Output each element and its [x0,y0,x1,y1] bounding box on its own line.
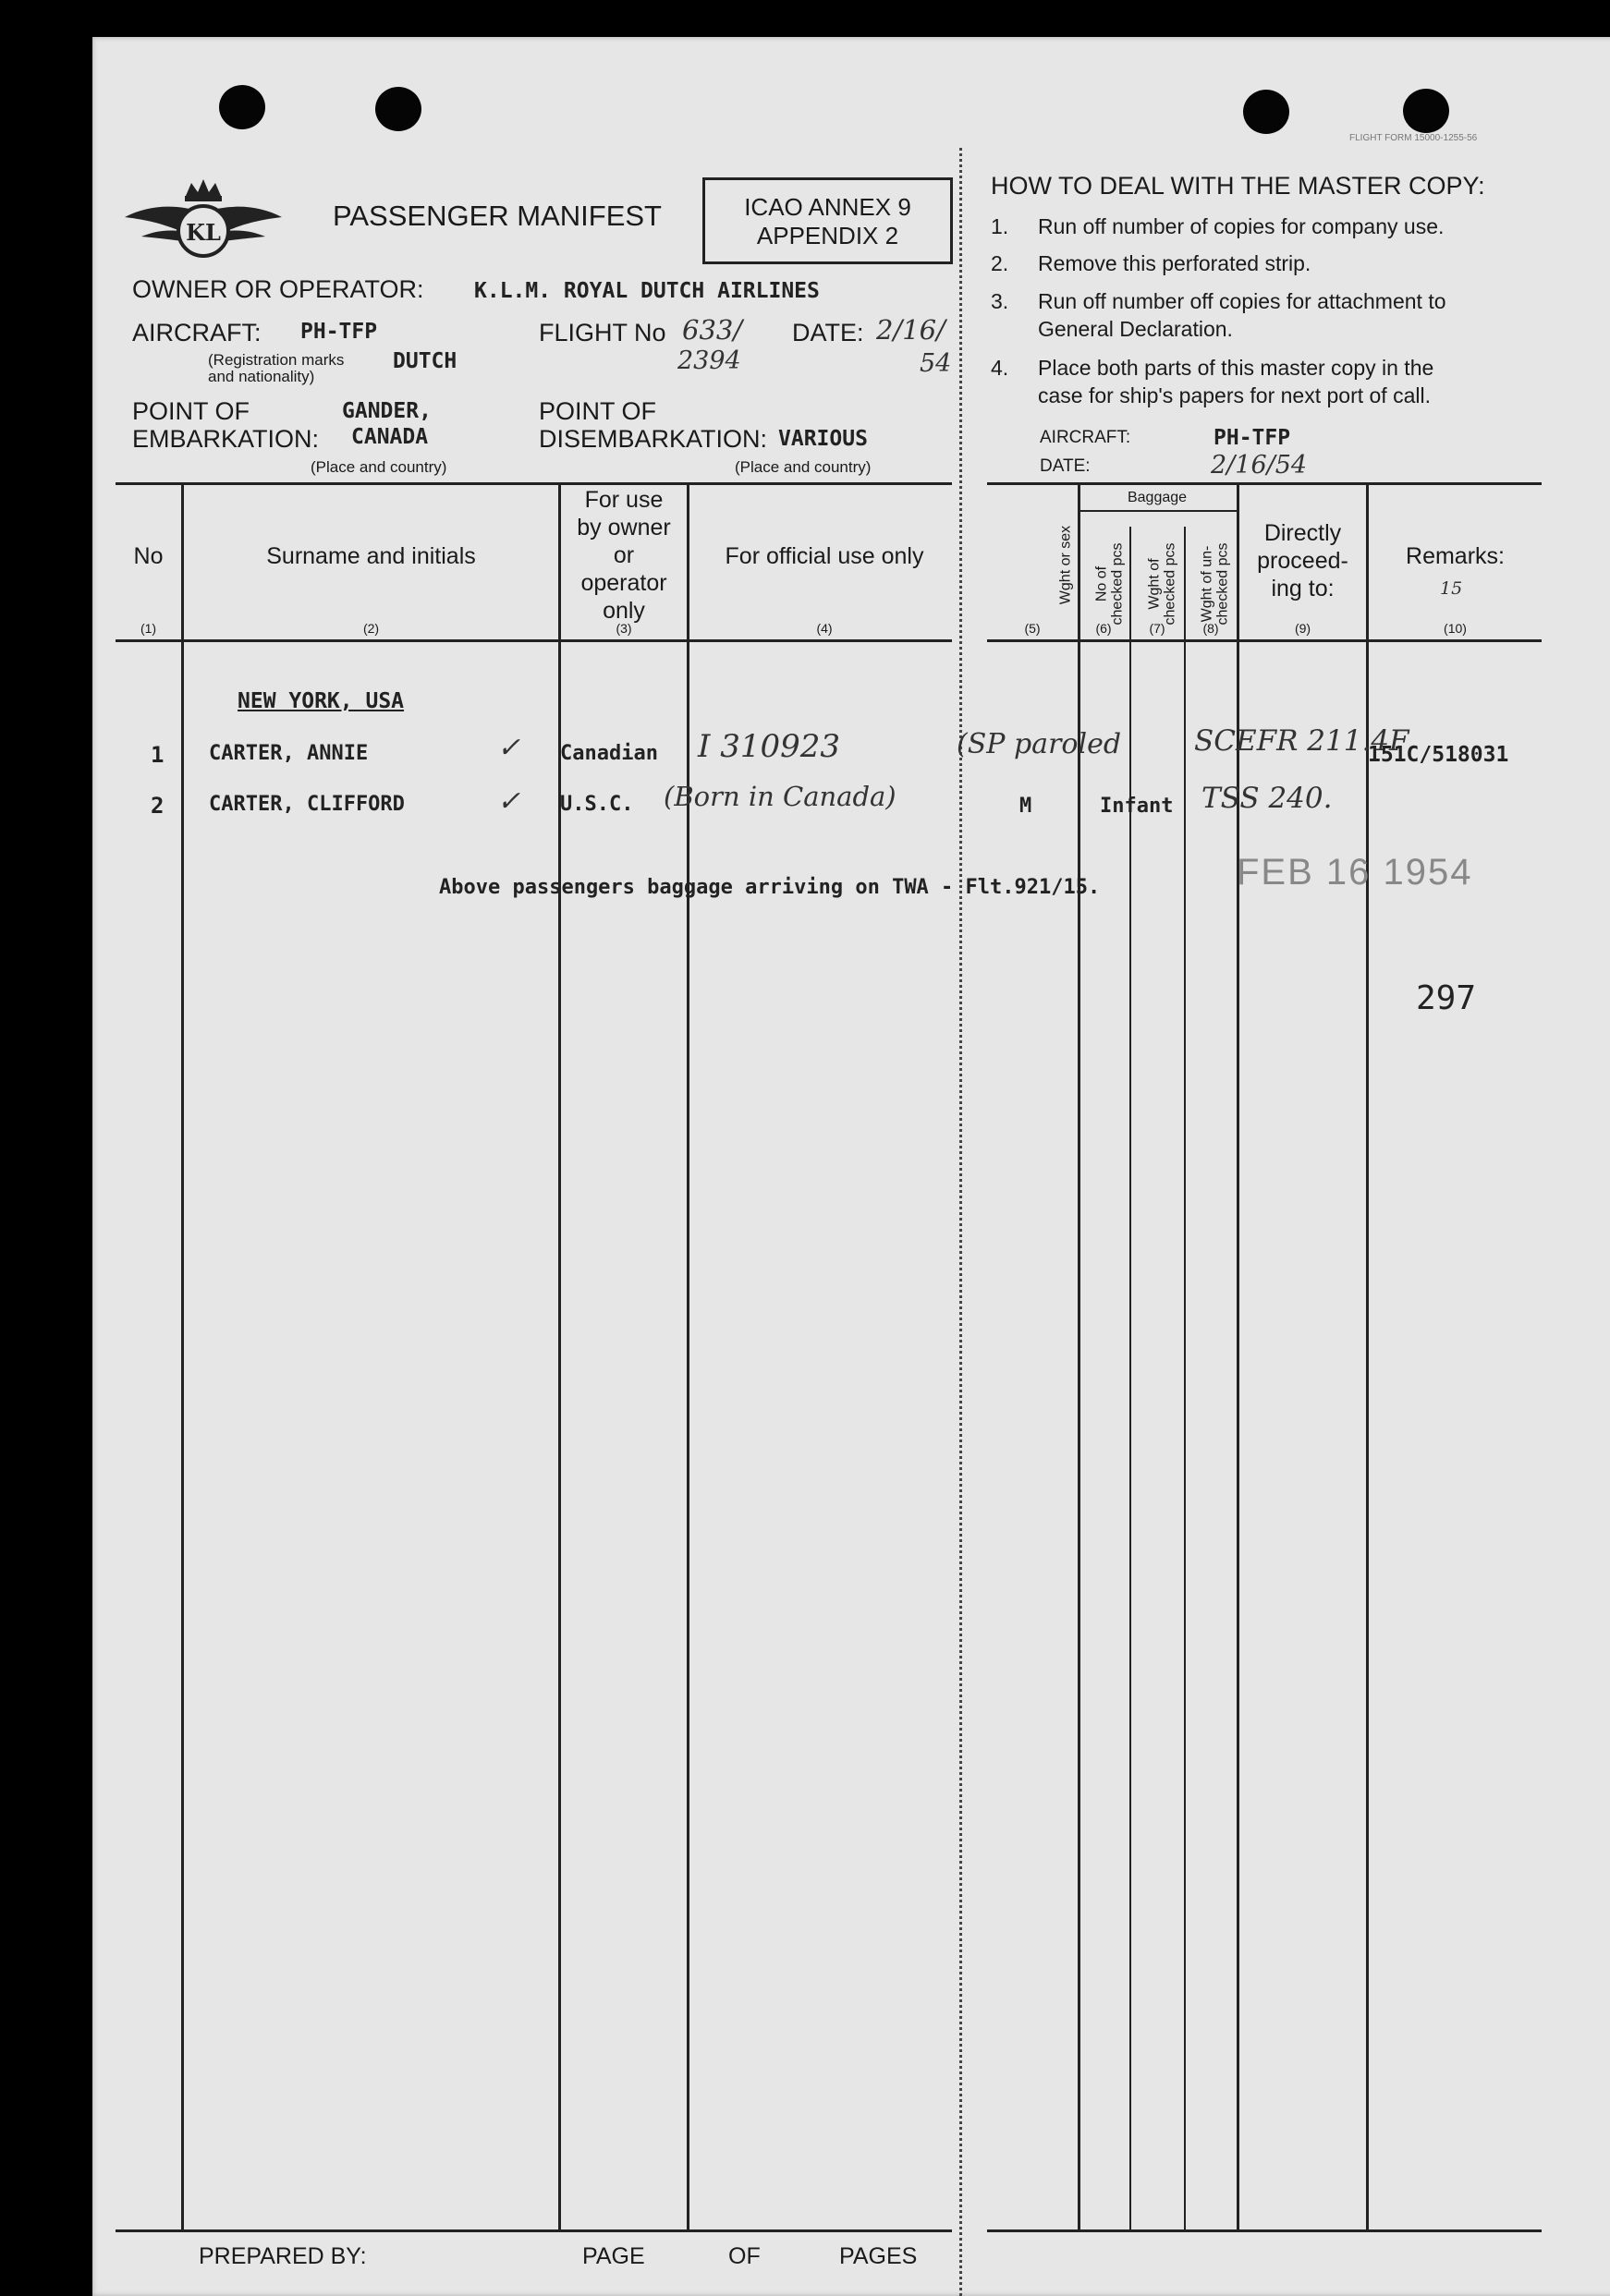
page-label: PAGE [582,2243,645,2269]
col-weight-checked-header: Wght of checked pcs [1146,542,1178,626]
col-number: (1) [140,621,157,636]
baggage-note: Above passengers baggage arriving on TWA - Flt.921/15. [439,876,1101,899]
col-number: (9) [1294,621,1311,636]
of-label: OF [728,2243,761,2269]
row-no: 1 [151,742,165,768]
col-weight-unchecked-header: Wght of un- checked pcs [1199,542,1231,626]
instruction-text: Run off number off copies for attachment to [1038,289,1446,313]
row-sex: M [1019,795,1032,818]
instruction-num: 4. [991,356,1009,380]
aircraft-value: PH-TFP [300,320,378,344]
col-owner-use-header: For use by owner or operator only [577,487,671,624]
row-name: CARTER, CLIFFORD [209,793,405,816]
col-number: (7) [1149,621,1165,636]
instruction-text: Place both parts of this master copy in the [1038,356,1434,380]
baggage-header: Baggage [1127,490,1188,505]
embarkation-value-2: CANADA [351,425,429,449]
row-name: CARTER, ANNIE [209,742,369,765]
row-code: TSS 240. [1201,782,1333,815]
col-remarks-header: Remarks: [1406,543,1505,569]
table-bottom-rule [116,2229,952,2232]
row-nationality: Canadian [560,742,658,765]
punch-hole [1403,89,1449,133]
flight-no-value-2: 2394 [677,346,741,375]
svg-text:KL: KL [186,219,221,246]
row-official-note: (SP paroled [957,728,1122,760]
instruction-text: General Declaration. [1038,317,1233,341]
instruction-num: 1. [991,214,1009,238]
registration-note: (Registration marks [208,351,345,369]
row-nationality: U.S.C. [560,793,634,816]
instruction-num: 3. [991,289,1009,313]
instruction-text: Remove this perforated strip. [1038,251,1311,275]
aircraft-label: AIRCRAFT: [132,319,262,346]
col-official-header: For official use only [725,543,924,569]
date-value: 2/16/ [876,314,945,346]
point-of-label-2: POINT OF [539,397,657,425]
punch-hole [219,85,265,129]
punch-hole [375,87,421,131]
form-title: PASSENGER MANIFEST [333,200,662,232]
strip-aircraft-label: AIRCRAFT: [1040,428,1131,447]
embarkation-value: GANDER, [342,399,432,423]
table-top-rule-right [987,482,1542,485]
destination-heading: NEW YORK, USA [238,689,405,713]
col-weight-sex-header: Wght or sex [1057,525,1074,605]
col-proceeding-header: Directly proceed- ing to: [1257,520,1348,601]
row-official-note: (Born in Canada) [664,781,896,812]
col-number: (2) [362,621,380,636]
date-value-2: 54 [920,349,952,378]
instruction-num: 2. [991,251,1009,275]
col-number: (5) [1024,621,1041,636]
instruction-text: Run off number of copies for company use. [1038,214,1445,238]
col-number: (6) [1095,621,1112,636]
form-code: FLIGHT FORM 15000-1255-56 [1349,133,1478,143]
disembarkation-label: DISEMBARKATION: [539,425,768,453]
table-bottom-rule-right [987,2229,1542,2232]
disembarkation-value: VARIOUS [778,427,868,451]
check-mark-icon: ✓ [497,732,521,764]
page-number: 297 [1416,979,1477,1017]
owner-label: OWNER OR OPERATOR: [132,275,424,303]
row-weight: Infant [1100,795,1174,818]
manifest-page [92,37,1610,2296]
strip-date-label: DATE: [1040,456,1091,476]
embarkation-label: EMBARKATION: [132,425,320,453]
column-rule [181,482,184,2231]
date-stamp: FEB 16 1954 [1237,852,1473,893]
col-checked-header: No of checked pcs [1093,542,1126,626]
col-number: (8) [1202,621,1219,636]
row-no: 2 [151,793,165,819]
nationality-value: DUTCH [393,349,457,373]
row-official: I 310923 [698,728,841,765]
icao-annex: ICAO ANNEX 9 [744,193,911,221]
column-rule [1184,527,1186,2231]
check-mark-icon: ✓ [497,785,521,818]
strip-date-value: 2/16/54 [1211,451,1308,480]
klm-crown-wings-logo-icon [125,176,282,273]
col-no-header: No [133,543,164,569]
owner-value: K.L.M. ROYAL DUTCH AIRLINES [474,279,820,303]
master-copy-heading: HOW TO DEAL WITH THE MASTER COPY: [991,172,1485,200]
row-code: SCEFR 211.4F [1194,724,1409,758]
place-country-note-2: (Place and country) [735,458,872,476]
icao-appendix: APPENDIX 2 [756,222,899,249]
flight-no-label: FLIGHT No [539,319,666,346]
col-number: (4) [816,621,833,636]
header-bottom-rule [116,639,952,642]
remarks-note: 15 [1440,578,1463,599]
registration-note: and nationality) [208,368,315,385]
row-remarks: 151C/518031 [1368,743,1509,767]
flight-no-value: 633/ [682,314,743,346]
col-number: (3) [616,621,632,636]
icao-box [702,177,953,264]
punch-hole [1243,90,1289,134]
col-number: (10) [1444,621,1467,636]
column-rule [687,482,689,2231]
pages-label: PAGES [839,2243,918,2269]
prepared-by-label: PREPARED BY: [199,2243,367,2269]
header-bottom-rule-right [987,639,1542,642]
instruction-text: case for ship's papers for next port of call. [1038,383,1431,407]
point-of-label: POINT OF [132,397,250,425]
column-rule [1129,527,1131,2231]
date-label: DATE: [792,319,864,346]
place-country-note: (Place and country) [311,458,447,476]
baggage-rule [1078,510,1237,512]
col-surname-header: Surname and initials [266,543,476,569]
strip-aircraft-value: PH-TFP [1214,426,1291,450]
perforated-strip-line [959,148,962,2296]
table-top-rule [116,482,952,485]
